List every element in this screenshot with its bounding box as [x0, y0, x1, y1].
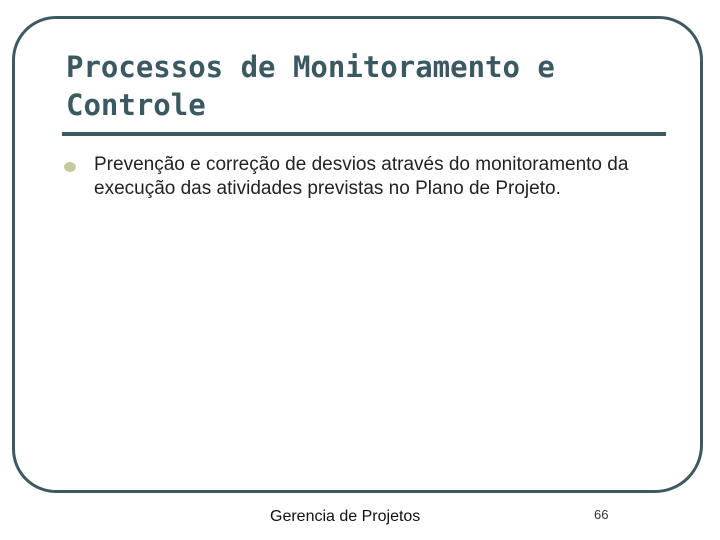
- bullet-icon: [64, 162, 76, 172]
- title-underline: [62, 132, 666, 136]
- page-number: 66: [594, 507, 609, 522]
- slide-footer: Gerencia de Projetos: [270, 508, 421, 525]
- bullet-text: Prevenção e correção de desvios através do monitoramento da execução das atividades previstas no Plano de Projeto.: [94, 154, 629, 199]
- slide-title: Processos de Monitoramento e Controle: [66, 50, 555, 122]
